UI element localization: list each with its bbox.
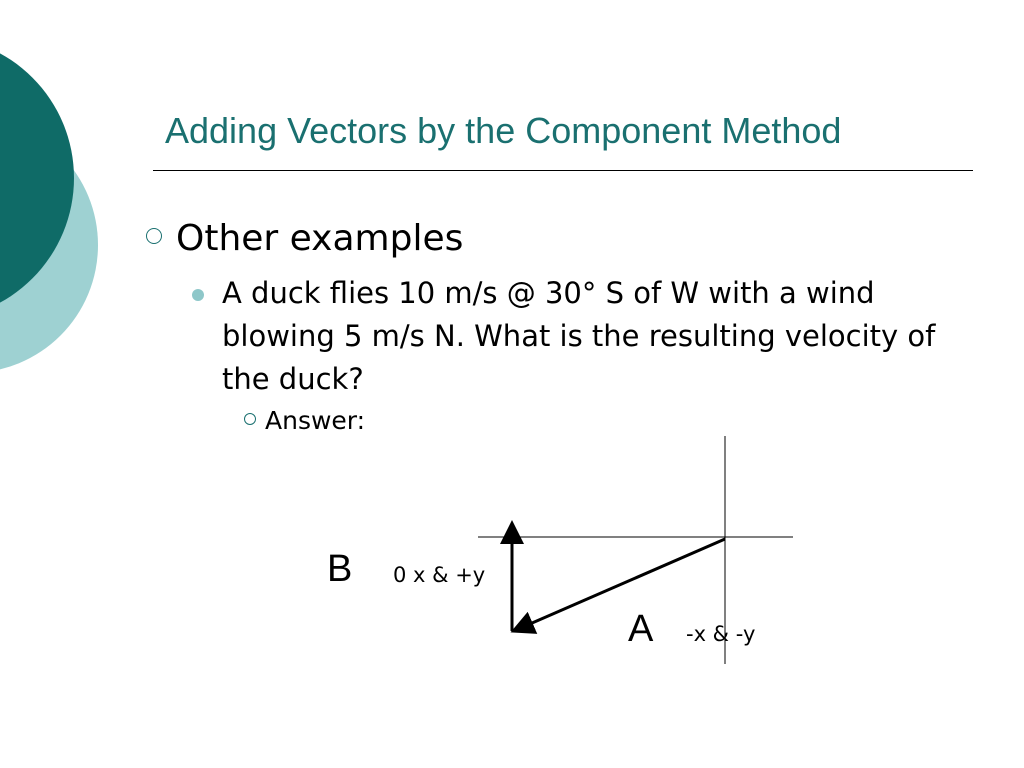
vector-a-components: -x & -y xyxy=(686,622,756,646)
bullet-level2-text: A duck flies 10 m/s @ 30° S of W with a wind blowing 5 m/s N. What is the resulting velocity of the duck? xyxy=(222,276,936,396)
bullet-level1-text: Other examples xyxy=(176,218,464,259)
vector-b-components: 0 x & +y xyxy=(393,563,486,587)
vector-a-arrow xyxy=(516,539,725,630)
bullet-level3-text: Answer: xyxy=(265,406,366,435)
slide-title: Adding Vectors by the Component Method xyxy=(165,110,842,151)
vector-b-label: B xyxy=(327,548,353,590)
vector-a-label: A xyxy=(628,608,654,650)
